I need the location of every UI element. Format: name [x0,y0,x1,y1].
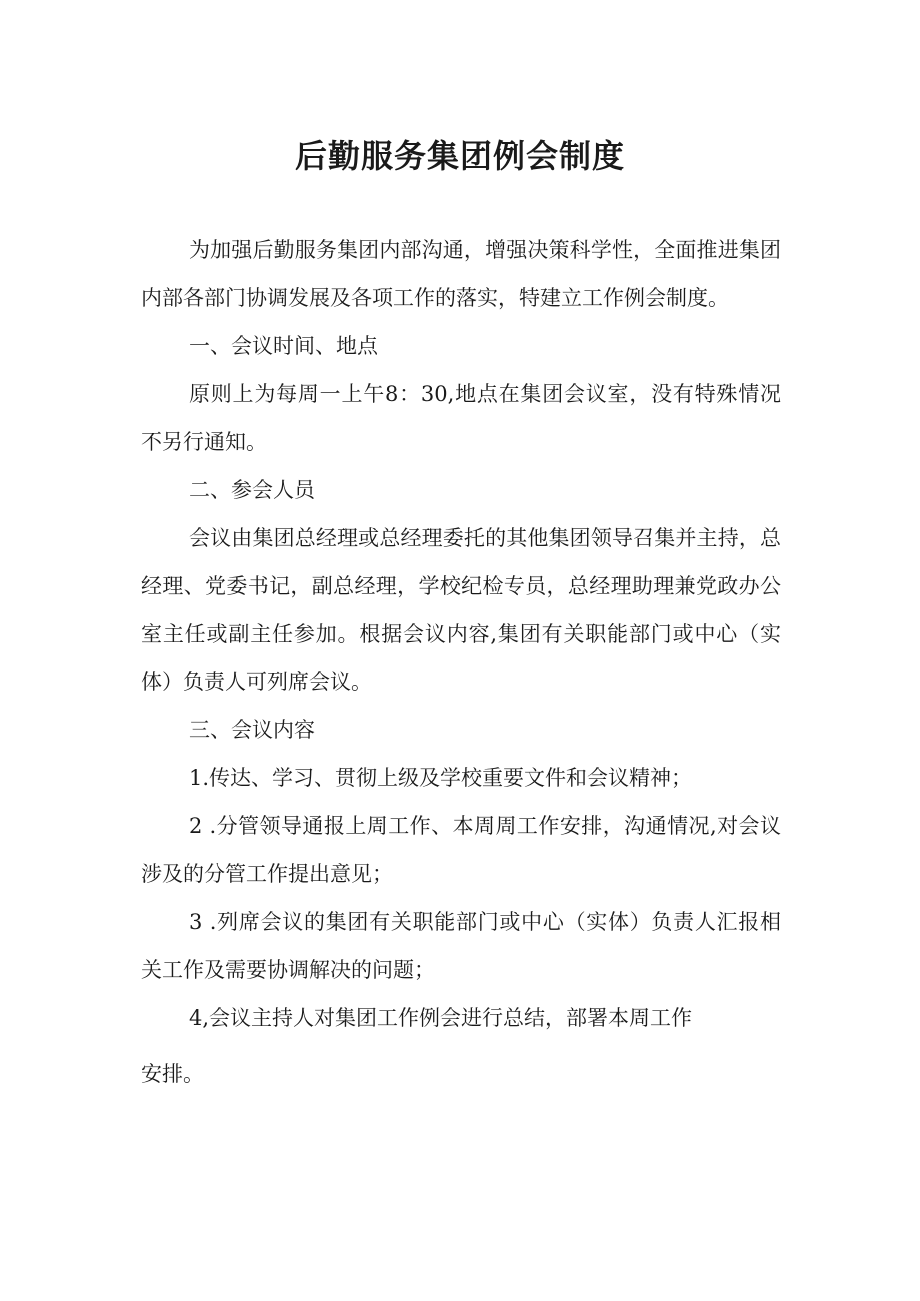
list-item-4 [141,994,781,1098]
section-heading-content: 三、会议内容 [189,718,315,742]
paragraph-attendees: 会议由集团总经理或总经理委托的其他集团领导召集并主持，总经理、党委书记，副总经理，学校纪检专员，总经理助理兼党政办公室主任或副主任参加。根据会议内容,集团有关职能部门或中心（实体）负责人可列席会议。 [141,526,781,694]
list-item-4-head: 4,会议主持人对集团工作例会进行总结，部署本周工作 [189,1006,693,1030]
section-heading-attendees: 二、参会人员 [189,478,315,502]
list-item-2: 2 .分管领导通报上周工作、本周周工作安排，沟通情况,对会议涉及的分管工作提出意见； [141,814,781,886]
paragraph-time-location: 原则上为每周一上午8：30,地点在集团会议室，没有特殊情况不另行通知。 [141,382,781,454]
list-item-1: 1.传达、学习、贯彻上级及学校重要文件和会议精神； [189,766,693,790]
paragraph-intro: 为加强后勤服务集团内部沟通，增强决策科学性，全面推进集团内部各部门协调发展及各项工作的落实，特建立工作例会制度。 [141,238,781,310]
document-body [141,226,781,1098]
list-item-3: 3 .列席会议的集团有关职能部门或中心（实体）负责人汇报相关工作及需要协调解决的问题； [141,910,781,982]
document-title: 后勤服务集团例会制度 [294,137,625,175]
section-heading-time-location: 一、会议时间、地点 [189,334,378,358]
list-item-4-tail: 安排。 [141,1062,204,1086]
